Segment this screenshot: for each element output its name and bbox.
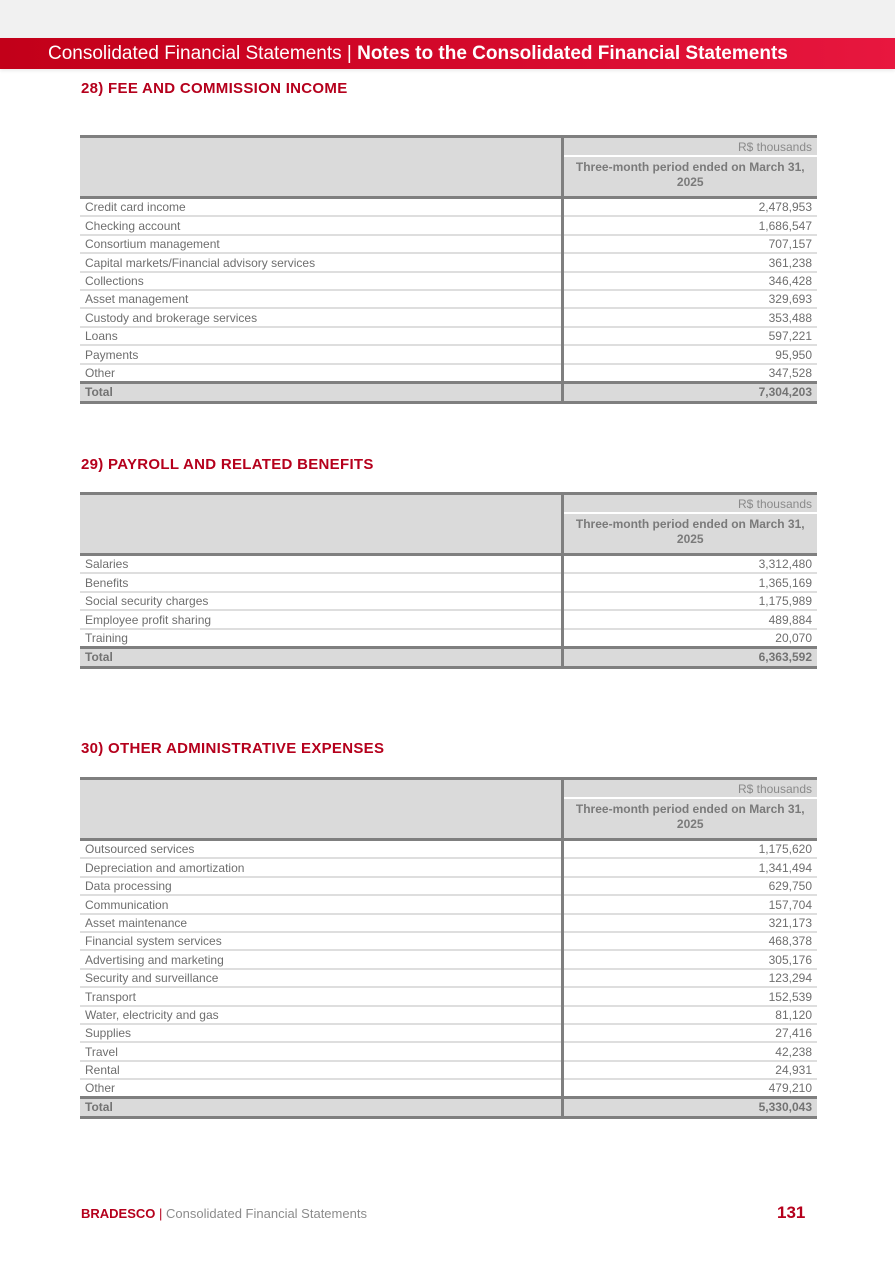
total-value: 5,330,043 [562, 1098, 817, 1118]
row-value: 1,686,547 [562, 216, 817, 234]
row-label: Custody and brokerage services [80, 308, 562, 326]
row-label: Salaries [80, 555, 562, 574]
row-value: 3,312,480 [562, 555, 817, 574]
table-row [80, 216, 817, 234]
payroll-benefits-table [80, 492, 817, 669]
row-value: 321,173 [562, 914, 817, 932]
table-row [80, 1006, 817, 1024]
table-row [80, 555, 817, 574]
row-label: Transport [80, 987, 562, 1005]
row-value: 1,175,989 [562, 592, 817, 610]
row-label: Data processing [80, 877, 562, 895]
row-label: Payments [80, 345, 562, 363]
table-row [80, 895, 817, 913]
period-column-header: Three-month period ended on March 31, 2025 [562, 156, 817, 198]
table-row [80, 290, 817, 308]
section-title-payroll-benefits: 29) PAYROLL AND RELATED BENEFITS [81, 456, 374, 473]
total-row [80, 1098, 817, 1118]
table-row [80, 950, 817, 968]
table-row [80, 272, 817, 290]
row-value: 468,378 [562, 932, 817, 950]
row-value: 42,238 [562, 1042, 817, 1060]
row-value: 305,176 [562, 950, 817, 968]
table-row [80, 592, 817, 610]
row-label: Social security charges [80, 592, 562, 610]
page-number: 131 [777, 1203, 806, 1222]
table-row [80, 858, 817, 876]
row-label: Security and surveillance [80, 969, 562, 987]
period-column-header: Three-month period ended on March 31, 2025 [562, 798, 817, 840]
unit-label: R$ thousands [562, 494, 817, 514]
row-label: Other [80, 364, 562, 383]
row-value: 707,157 [562, 235, 817, 253]
table-row [80, 877, 817, 895]
row-label: Consortium management [80, 235, 562, 253]
table-row [80, 1079, 817, 1098]
total-row [80, 647, 817, 667]
row-value: 2,478,953 [562, 198, 817, 217]
unit-label: R$ thousands [562, 137, 817, 157]
table-row [80, 364, 817, 383]
row-value: 479,210 [562, 1079, 817, 1098]
row-value: 123,294 [562, 969, 817, 987]
row-value: 1,341,494 [562, 858, 817, 876]
table-header-blank [80, 137, 562, 198]
period-column-header: Three-month period ended on March 31, 2025 [562, 513, 817, 555]
table-row [80, 969, 817, 987]
row-label: Depreciation and amortization [80, 858, 562, 876]
row-label: Water, electricity and gas [80, 1006, 562, 1024]
row-label: Advertising and marketing [80, 950, 562, 968]
row-label: Benefits [80, 573, 562, 591]
total-label: Total [80, 382, 562, 402]
row-value: 347,528 [562, 364, 817, 383]
row-label: Financial system services [80, 932, 562, 950]
other-admin-expenses-table [80, 777, 817, 1119]
total-row [80, 382, 817, 402]
page-top-margin [0, 0, 895, 38]
row-value: 1,175,620 [562, 840, 817, 859]
table-row [80, 573, 817, 591]
table-row [80, 932, 817, 950]
table-row [80, 1061, 817, 1079]
row-label: Capital markets/Financial advisory services [80, 253, 562, 271]
row-label: Communication [80, 895, 562, 913]
row-value: 329,693 [562, 290, 817, 308]
row-value: 361,238 [562, 253, 817, 271]
total-value: 7,304,203 [562, 382, 817, 402]
footer-document-title: Consolidated Financial Statements [166, 1206, 367, 1221]
table-header-blank [80, 494, 562, 555]
row-label: Travel [80, 1042, 562, 1060]
row-value: 95,950 [562, 345, 817, 363]
row-value: 489,884 [562, 610, 817, 628]
footer-separator: | [159, 1206, 163, 1221]
section-title-fee-commission-income: 28) FEE AND COMMISSION INCOME [81, 80, 348, 97]
row-label: Collections [80, 272, 562, 290]
row-value: 346,428 [562, 272, 817, 290]
header-section-title: Notes to the Consolidated Financial Statements [357, 43, 788, 64]
row-label: Credit card income [80, 198, 562, 217]
section-title-other-admin-expenses: 30) OTHER ADMINISTRATIVE EXPENSES [81, 740, 385, 757]
row-label: Asset management [80, 290, 562, 308]
row-value: 20,070 [562, 629, 817, 648]
row-label: Rental [80, 1061, 562, 1079]
row-label: Supplies [80, 1024, 562, 1042]
row-value: 157,704 [562, 895, 817, 913]
table-row [80, 198, 817, 217]
total-label: Total [80, 647, 562, 667]
row-label: Outsourced services [80, 840, 562, 859]
table-row [80, 1024, 817, 1042]
row-label: Other [80, 1079, 562, 1098]
total-value: 6,363,592 [562, 647, 817, 667]
row-value: 152,539 [562, 987, 817, 1005]
row-label: Loans [80, 327, 562, 345]
table-row [80, 914, 817, 932]
table-row [80, 610, 817, 628]
table-row [80, 253, 817, 271]
row-label: Asset maintenance [80, 914, 562, 932]
table-row [80, 327, 817, 345]
row-value: 1,365,169 [562, 573, 817, 591]
running-header [0, 38, 895, 69]
table-row [80, 345, 817, 363]
row-value: 629,750 [562, 877, 817, 895]
row-label: Checking account [80, 216, 562, 234]
row-value: 27,416 [562, 1024, 817, 1042]
fee-commission-income-table [80, 135, 817, 404]
table-row [80, 629, 817, 648]
table-row [80, 987, 817, 1005]
row-value: 24,931 [562, 1061, 817, 1079]
row-value: 353,488 [562, 308, 817, 326]
header-separator: | [346, 43, 352, 64]
header-document-title: Consolidated Financial Statements [48, 43, 342, 64]
brand-name: BRADESCO [81, 1206, 156, 1221]
table-row [80, 840, 817, 859]
total-label: Total [80, 1098, 562, 1118]
table-row [80, 308, 817, 326]
row-label: Training [80, 629, 562, 648]
row-value: 597,221 [562, 327, 817, 345]
table-row [80, 235, 817, 253]
unit-label: R$ thousands [562, 779, 817, 799]
row-label: Employee profit sharing [80, 610, 562, 628]
row-value: 81,120 [562, 1006, 817, 1024]
table-row [80, 1042, 817, 1060]
table-header-blank [80, 779, 562, 840]
running-footer [81, 1206, 367, 1221]
